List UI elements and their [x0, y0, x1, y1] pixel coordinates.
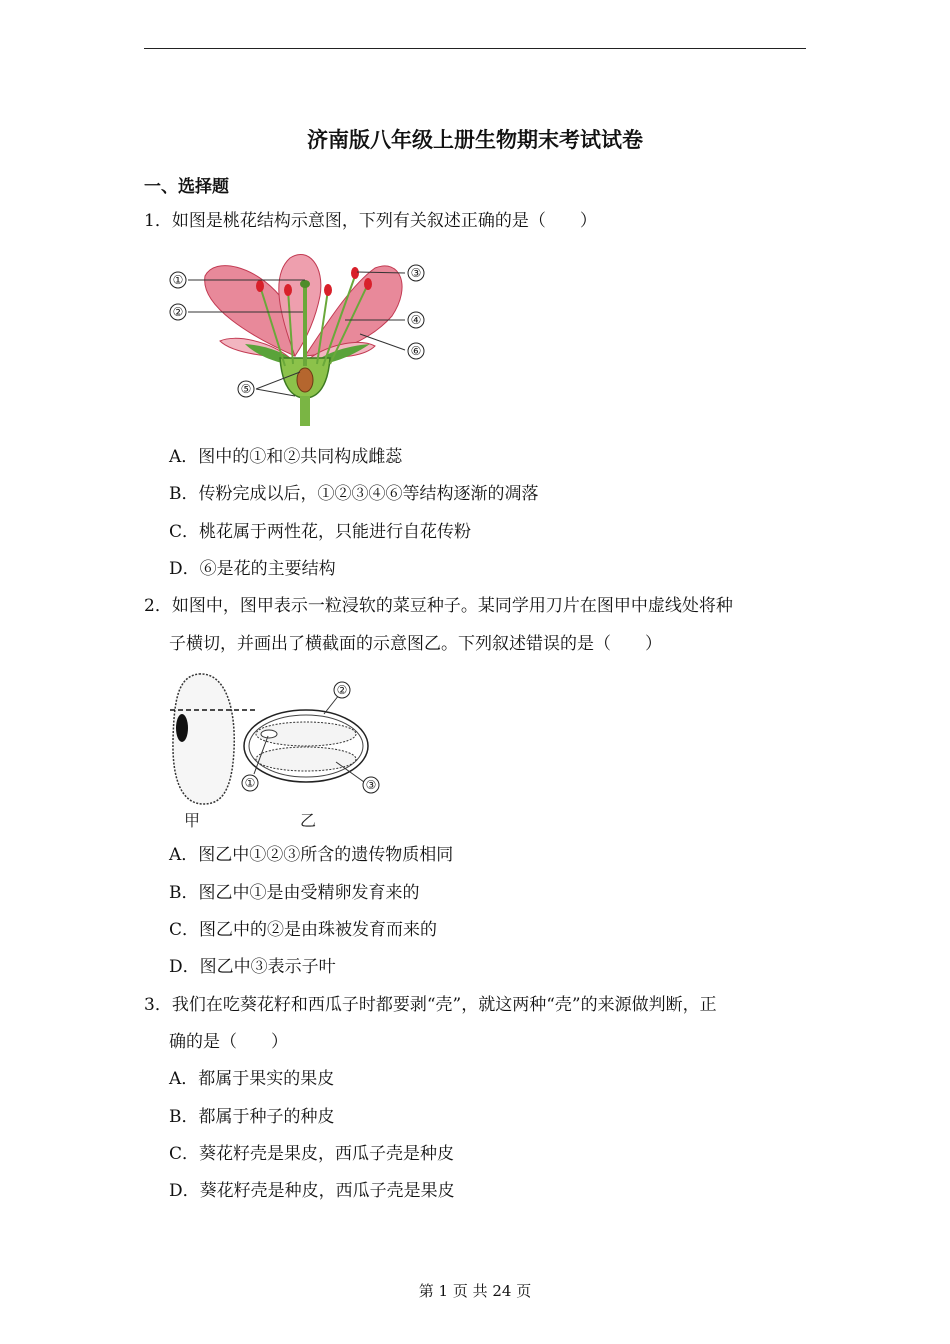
caption-yi: 乙: [299, 811, 317, 830]
peach-flower-diagram: [160, 246, 440, 428]
question-3-stem: 3．我们在吃葵花籽和西瓜子时都要剥“壳”，就这两种“壳”的来源做判断，正: [144, 995, 717, 1015]
label-1: ①: [244, 776, 256, 790]
q1-option-b[interactable]: B．传粉完成以后，①②③④⑥等结构逐渐的凋落: [169, 484, 539, 504]
q3-option-b[interactable]: B．都属于种子的种皮: [169, 1107, 335, 1127]
section-heading: 一、选择题: [144, 177, 229, 197]
q3-option-d[interactable]: D．葵花籽壳是种皮，西瓜子壳是果皮: [169, 1181, 455, 1201]
label-5: ⑤: [240, 382, 252, 396]
question-1-stem: 1．如图是桃花结构示意图，下列有关叙述正确的是（ ）: [144, 211, 597, 231]
header-rule: [144, 48, 806, 49]
label-2: ②: [172, 305, 184, 319]
q1-option-c[interactable]: C．桃花属于两性花，只能进行自花传粉: [169, 522, 472, 542]
q3-option-a[interactable]: A．都属于果实的果皮: [169, 1069, 335, 1089]
q3-option-c[interactable]: C．葵花籽壳是果皮，西瓜子壳是种皮: [169, 1144, 455, 1164]
label-4: ④: [410, 313, 422, 327]
q2-option-a[interactable]: A．图乙中①②③所含的遗传物质相同: [169, 845, 454, 865]
label-6: ⑥: [410, 344, 422, 358]
label-3: ③: [365, 778, 377, 792]
q2-option-b[interactable]: B．图乙中①是由受精卵发育来的: [169, 883, 420, 903]
caption-jia: 甲: [183, 811, 201, 830]
label-3: ③: [410, 266, 422, 280]
page-title: 济南版八年级上册生物期末考试试卷: [307, 127, 643, 152]
question-2-stem: 2．如图中，图甲表示一粒浸软的菜豆种子。某同学用刀片在图甲中虚线处将种: [144, 596, 733, 616]
page-number: 第 1 页 共 24 页: [418, 1282, 532, 1300]
label-2: ②: [336, 683, 348, 697]
question-2-stem-cont: 子横切，并画出了横截面的示意图乙。下列叙述错误的是（ ）: [169, 634, 662, 654]
question-3-stem-cont: 确的是（ ）: [169, 1032, 288, 1052]
q1-option-a[interactable]: A．图中的①和②共同构成雌蕊: [169, 447, 403, 467]
q2-option-c[interactable]: C．图乙中的②是由珠被发育而来的: [169, 920, 438, 940]
receptacle-and-ovary: [280, 358, 330, 426]
label-1: ①: [172, 273, 184, 287]
q2-option-d[interactable]: D．图乙中③表示子叶: [169, 957, 336, 977]
bean-seed-diagram: [164, 670, 389, 832]
q1-option-d[interactable]: D．⑥是花的主要结构: [169, 559, 336, 579]
